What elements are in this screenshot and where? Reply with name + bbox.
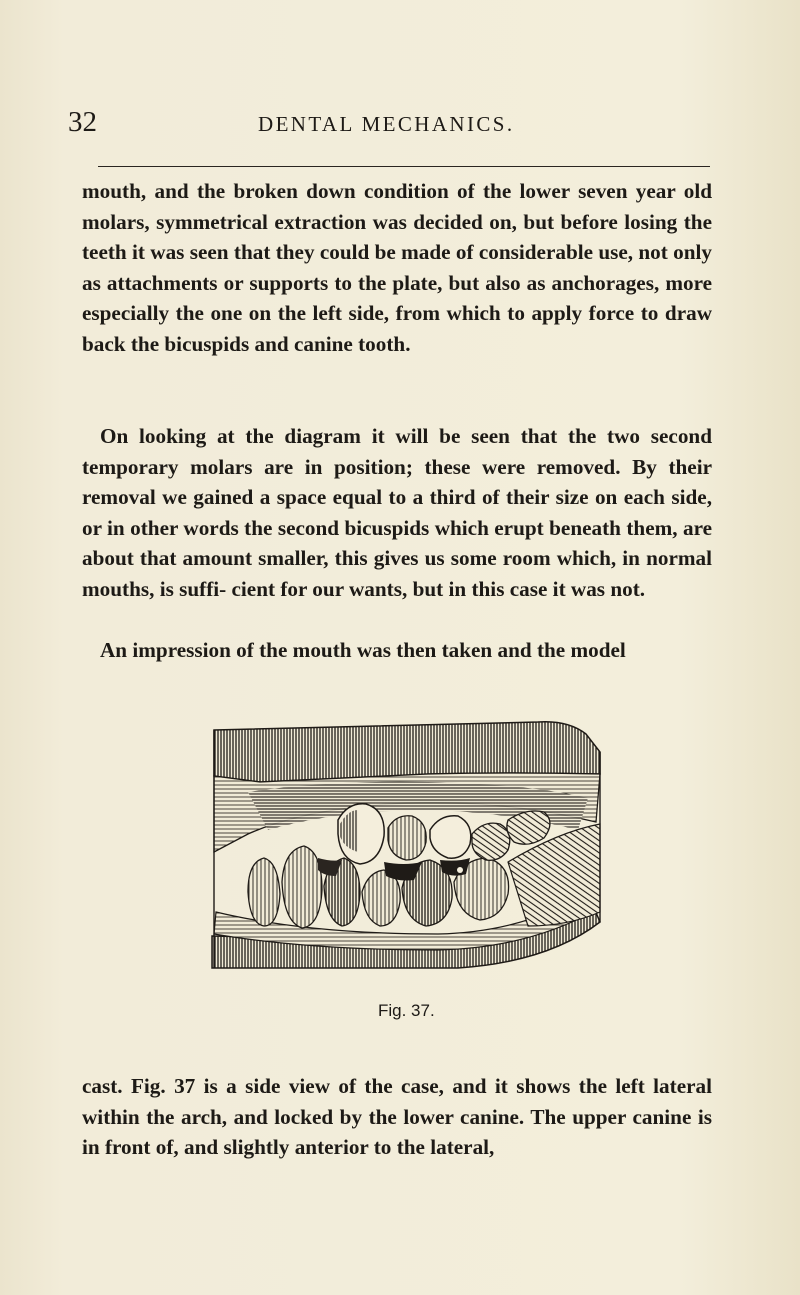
dental-cast-illustration (208, 712, 608, 974)
page-number: 32 (68, 106, 97, 138)
paragraph-4: cast. Fig. 37 is a side view of the case, and it shows the left lateral within the arch, and locked by the lower canine. The upper canine is in front of, and slightly anterior to the lateral, (82, 1074, 712, 1160)
header-rule (98, 166, 710, 167)
running-head: DENTAL MECHANICS. (258, 112, 515, 136)
paragraph-2: On looking at the diagram it will be seen that the two second temporary molars are in position; these were removed. By their removal we gained a space equal to a third of their size on each side, or in other words the second bicuspids which erupt beneath them, are about that amount smaller, this gives us some room which, in normal mouths, is suffi- cient for our wants, but in this case it was not. (82, 424, 712, 601)
figure-caption: Fig. 37. (378, 1001, 435, 1020)
paragraph-1: mouth, and the broken down condition of the lower seven year old molars, symmetrical extraction was decided on, but before losing the teeth it was seen that they could be made of considerable use, not only as attachments or supports to the plate, but also as anchorages, more especially the one on the left side, from which to apply force to draw back the bicuspids and canine tooth. (82, 179, 712, 356)
paragraph-3: An impression of the mouth was then taken and the model (100, 638, 626, 662)
